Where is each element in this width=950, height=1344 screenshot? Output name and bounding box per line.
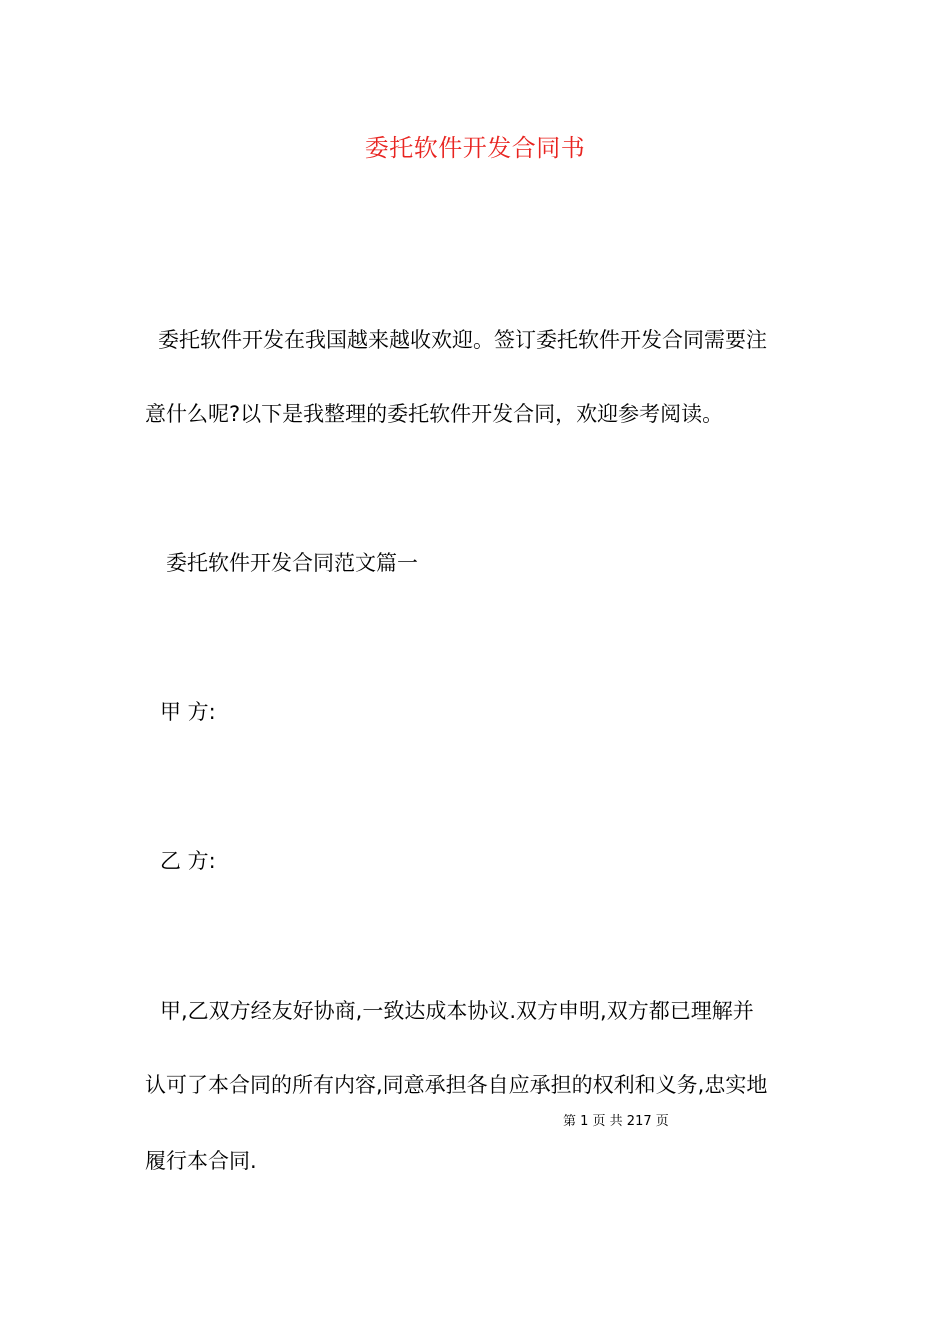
- section-heading: 委托软件开发合同范文篇一: [166, 551, 418, 575]
- agreement-line-3: 履行本合同.: [145, 1149, 257, 1173]
- document-title: 委托软件开发合同书: [364, 134, 586, 162]
- party-b-label: 乙 方:: [160, 849, 216, 873]
- agreement-line-1: 甲,乙双方经友好协商,一致达成本协议.双方申明,双方都已理解并: [160, 999, 754, 1023]
- party-a-label: 甲 方:: [160, 700, 216, 724]
- agreement-line-2: 认可了本合同的所有内容,同意承担各自应承担的权利和义务,忠实地: [145, 1073, 768, 1097]
- intro-line-2: 意什么呢?以下是我整理的委托软件开发合同，欢迎参考阅读。: [145, 402, 724, 426]
- page-number: 第 1 页 共 217 页: [563, 1114, 669, 1129]
- intro-line-1: 委托软件开发在我国越来越收欢迎。签订委托软件开发合同需要注: [158, 328, 767, 352]
